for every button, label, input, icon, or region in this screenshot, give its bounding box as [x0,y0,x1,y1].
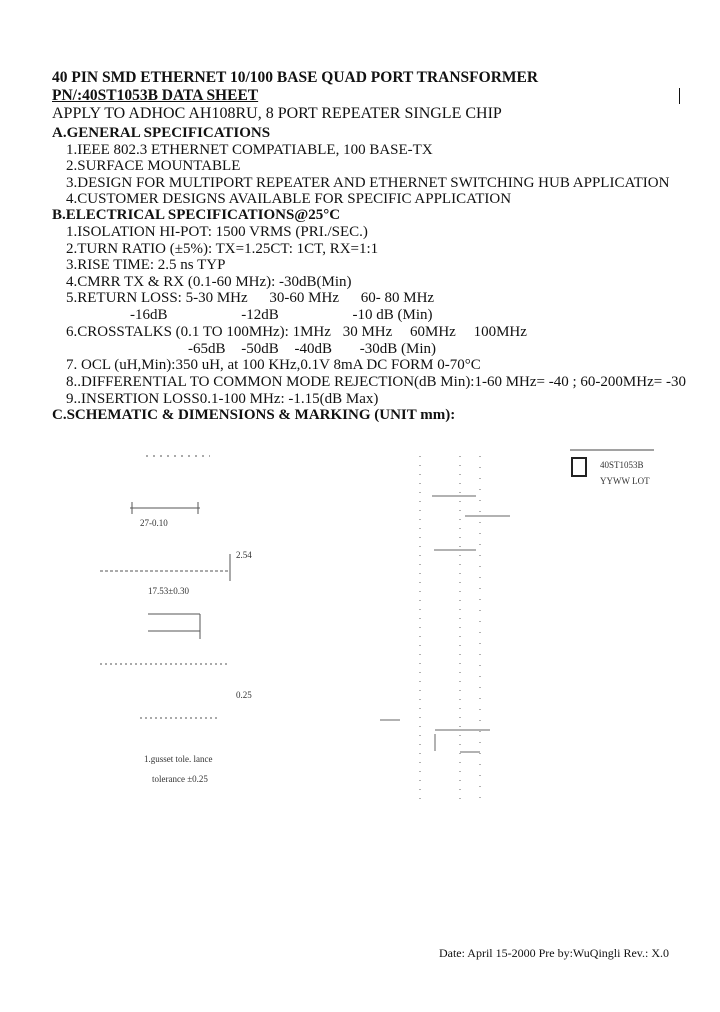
crosstalk-values [188,341,436,357]
crosstalk-freq-3: 60MHz [410,324,456,340]
return-loss-freq-2: 30-60 MHz [269,290,339,306]
dimension-label-width: 27-0.10 [140,518,168,528]
differential-spec: 8..DIFFERENTIAL TO COMMON MODE REJECTION(dB Min):1-60 MHz= -40 ; 60-200MHz= -30 [66,374,686,390]
general-item: 3.DESIGN FOR MULTIPORT REPEATER AND ETHERNET SWITCHING HUB APPLICATION [66,175,670,191]
schematic-heading: C.SCHEMATIC & DIMENSIONS & MARKING (UNIT mm): [52,407,456,423]
footer-info: Date: April 15-2000 Pre by:WuQingli Rev.: X.0 [438,946,669,960]
crosstalk-spec [66,324,527,340]
return-loss-value-3: -10 dB (Min) [352,307,433,323]
electrical-heading: B.ELECTRICAL SPECIFICATIONS@25°C [52,207,341,223]
dimension-label-length: 17.53±0.30 [148,586,189,596]
text-cursor [679,88,680,104]
turn-ratio-spec: 2.TURN RATIO (±5%): TX=1.25CT: 1CT, RX=1:1 [66,241,379,257]
crosstalk-freq-4: 100MHz [473,324,527,340]
marking-line-1: 40ST1053B [600,460,644,470]
return-loss-values [130,307,433,323]
dimension-label-pitch: 2.54 [236,550,252,560]
rise-time-spec: 3.RISE TIME: 2.5 ns TYP [66,257,226,273]
document-title: 40 PIN SMD ETHERNET 10/100 BASE QUAD PORT TRANSFORMER [52,69,539,86]
insertion-loss-spec: 9..INSERTION LOSS0.1-100 MHz: -1.15(dB Max) [66,391,379,407]
return-loss-label: 5.RETURN LOSS: 5-30 MHz [66,290,248,306]
crosstalk-label: 6.CROSSTALKS (0.1 TO 100MHz): 1MHz [66,324,331,340]
general-item: 4.CUSTOMER DESIGNS AVAILABLE FOR SPECIFIC APPLICATION [66,191,512,207]
crosstalk-value-1: -65dB [188,341,226,357]
schematic-note-1: 1.gusset tole. lance [144,754,213,764]
return-loss-value-1: -16dB [130,307,168,323]
part-number: PN/:40ST1053B DATA SHEET [52,87,259,104]
schematic-note-2: tolerance ±0.25 [152,774,208,784]
crosstalk-value-2: -50dB [241,341,279,357]
dimension-label-lead: 0.25 [236,690,252,700]
crosstalk-value-4: -30dB (Min) [359,341,436,357]
return-loss-value-2: -12dB [241,307,279,323]
crosstalk-freq-2: 30 MHz [342,324,393,340]
general-item: 1.IEEE 802.3 ETHERNET COMPATIABLE, 100 BASE-TX [66,142,433,158]
ocl-spec: 7. OCL (uH,Min):350 uH, at 100 KHz,0.1V 8mA DC FORM 0-70°C [66,357,481,373]
isolation-spec: 1.ISOLATION HI-POT: 1500 VRMS (PRI./SEC.) [66,224,368,240]
apply-to-line: APPLY TO ADHOC AH108RU, 8 PORT REPEATER SINGLE CHIP [52,105,502,122]
return-loss-spec [66,290,434,306]
marking-line-2: YYWW LOT [600,476,650,486]
general-item: 2.SURFACE MOUNTABLE [66,158,241,174]
schematic-svg [60,436,680,836]
crosstalk-value-3: -40dB [294,341,332,357]
schematic-drawing [60,436,680,836]
marking-box [570,450,654,486]
return-loss-freq-3: 60- 80 MHz [360,290,435,306]
transformer-schematic [380,456,510,806]
general-heading: A.GENERAL SPECIFICATIONS [52,125,271,141]
cmrr-spec: 4.CMRR TX & RX (0.1-60 MHz): -30dB(Min) [66,274,352,290]
